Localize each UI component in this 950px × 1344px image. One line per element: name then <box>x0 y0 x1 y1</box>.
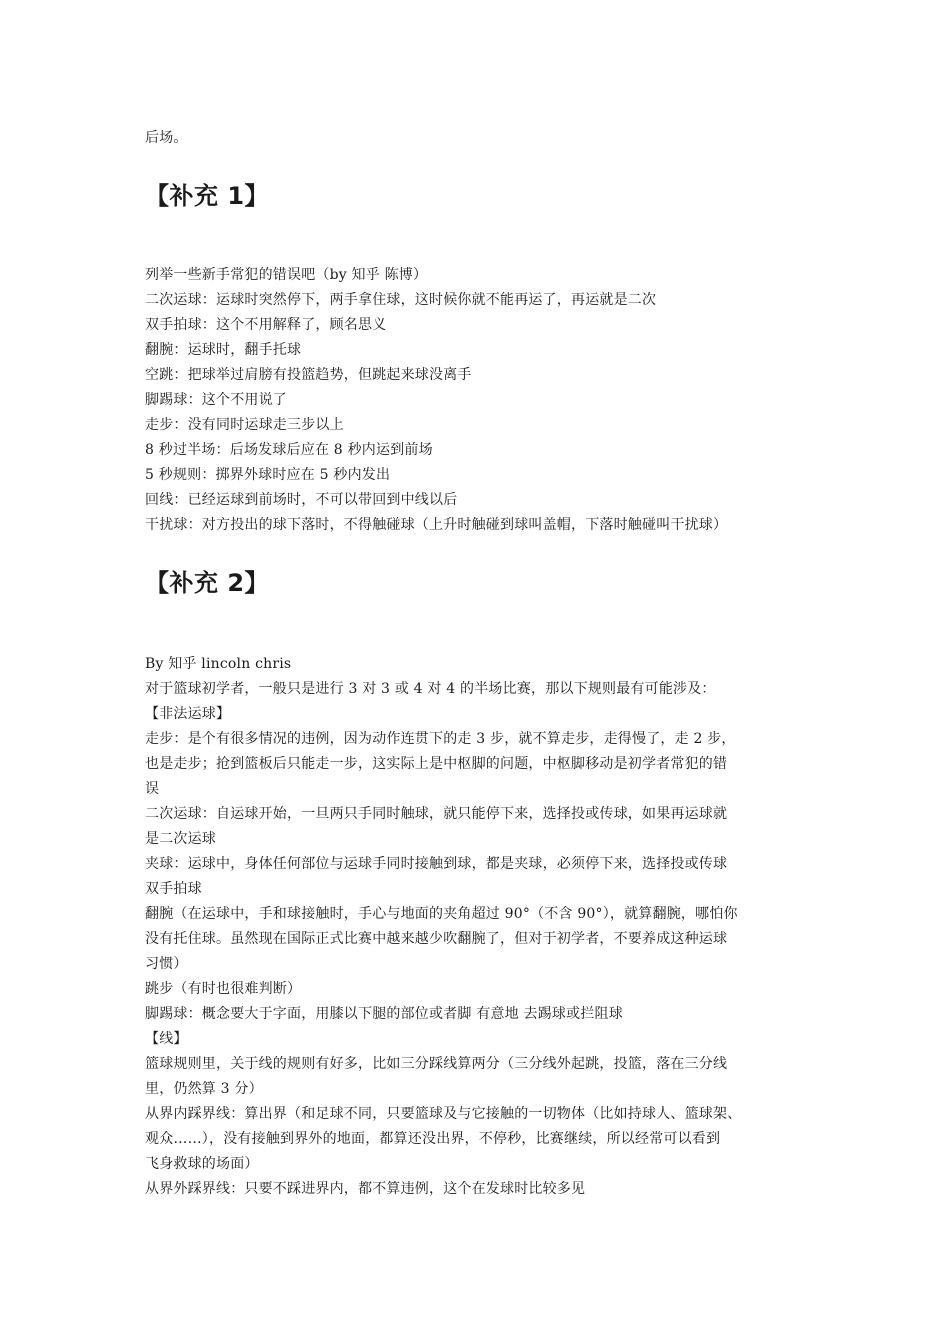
paragraph-line: 双手拍球 <box>145 881 202 897</box>
paragraph-line: By 知乎 lincoln chris <box>145 656 292 672</box>
paragraph-line: 空跳：把球举过肩膀有投篮趋势，但跳起来球没离手 <box>145 367 472 383</box>
paragraph-line: 脚踢球：概念要大于字面，用膝以下腿的部位或者脚 有意地 去踢球或拦阻球 <box>145 1006 623 1022</box>
paragraph-line: 从界内踩界线：算出界（和足球不同，只要篮球及与它接触的一切物体（比如持球人、篮球架、 <box>145 1106 742 1122</box>
paragraph-line: 脚踢球：这个不用说了 <box>145 392 287 408</box>
paragraph-line: 5 秒规则：掷界外球时应在 5 秒内发出 <box>145 467 391 483</box>
section-heading-supplement-1: 【补充 1】 <box>145 182 270 210</box>
paragraph-line: 走步：没有同时运球走三步以上 <box>145 417 344 433</box>
subheading-lines: 【线】 <box>145 1031 188 1047</box>
paragraph-line: 8 秒过半场：后场发球后应在 8 秒内运到前场 <box>145 442 433 458</box>
paragraph-line: 双手拍球：这个不用解释了，顾名思义 <box>145 317 387 333</box>
paragraph-line: 干扰球：对方投出的球下落时，不得触碰球（上升时触碰到球叫盖帽，下落时触碰叫干扰球） <box>145 517 728 533</box>
paragraph-line: 误 <box>145 781 160 797</box>
paragraph-line: 翻腕（在运球中，手和球接触时，手心与地面的夹角超过 90°（不含 90°），就算翻腕，哪怕你 <box>145 906 738 922</box>
paragraph-line: 也是走步；抢到篮板后只能走一步，这实际上是中枢脚的问题，中枢脚移动是初学者常犯的错 <box>145 756 728 772</box>
paragraph-line: 习惯） <box>145 956 188 972</box>
paragraph-line: 从界外踩界线：只要不踩进界内，都不算违例，这个在发球时比较多见 <box>145 1181 586 1197</box>
paragraph-line: 翻腕：运球时，翻手托球 <box>145 342 302 358</box>
continuation-text: 后场。 <box>145 130 188 146</box>
subheading-illegal-dribble: 【非法运球】 <box>145 706 231 722</box>
paragraph-line: 对于篮球初学者，一般只是进行 3 对 3 或 4 对 4 的半场比赛，那以下规则最有可能涉及： <box>145 681 716 697</box>
paragraph-line: 二次运球：自运球开始，一旦两只手同时触球，就只能停下来，选择投或传球，如果再运球就 <box>145 806 728 822</box>
paragraph-line: 夹球：运球中，身体任何部位与运球手同时接触到球，都是夹球，必须停下来，选择投或传球 <box>145 856 728 872</box>
section-heading-supplement-2: 【补充 2】 <box>145 569 270 597</box>
paragraph-line: 飞身救球的场面） <box>145 1156 259 1172</box>
paragraph-line: 是二次运球 <box>145 831 216 847</box>
paragraph-line: 走步：是个有很多情况的违例，因为动作连贯下的走 3 步，就不算走步，走得慢了，走 2 步， <box>145 731 736 747</box>
paragraph-line: 篮球规则里，关于线的规则有好多，比如三分踩线算两分（三分线外起跳，投篮，落在三分线 <box>145 1056 728 1072</box>
paragraph-line: 跳步（有时也很难判断） <box>145 981 302 997</box>
supplement-2-body <box>145 652 741 1202</box>
supplement-1-body <box>145 263 727 538</box>
paragraph-line: 里，仍然算 3 分） <box>145 1081 263 1097</box>
paragraph-line: 观众……），没有接触到界外的地面，都算还没出界，不停秒，比赛继续，所以经常可以看到 <box>145 1131 721 1147</box>
paragraph-line: 没有托住球。虽然现在国际正式比赛中越来越少吹翻腕了，但对于初学者，不要养成这种运球 <box>145 931 728 947</box>
paragraph-line: 回线：已经运球到前场时，不可以带回到中线以后 <box>145 492 458 508</box>
paragraph-line: 二次运球：运球时突然停下，两手拿住球，这时候你就不能再运了，再运就是二次 <box>145 292 657 308</box>
paragraph-line: 列举一些新手常犯的错误吧（by 知乎 陈博） <box>145 267 428 283</box>
